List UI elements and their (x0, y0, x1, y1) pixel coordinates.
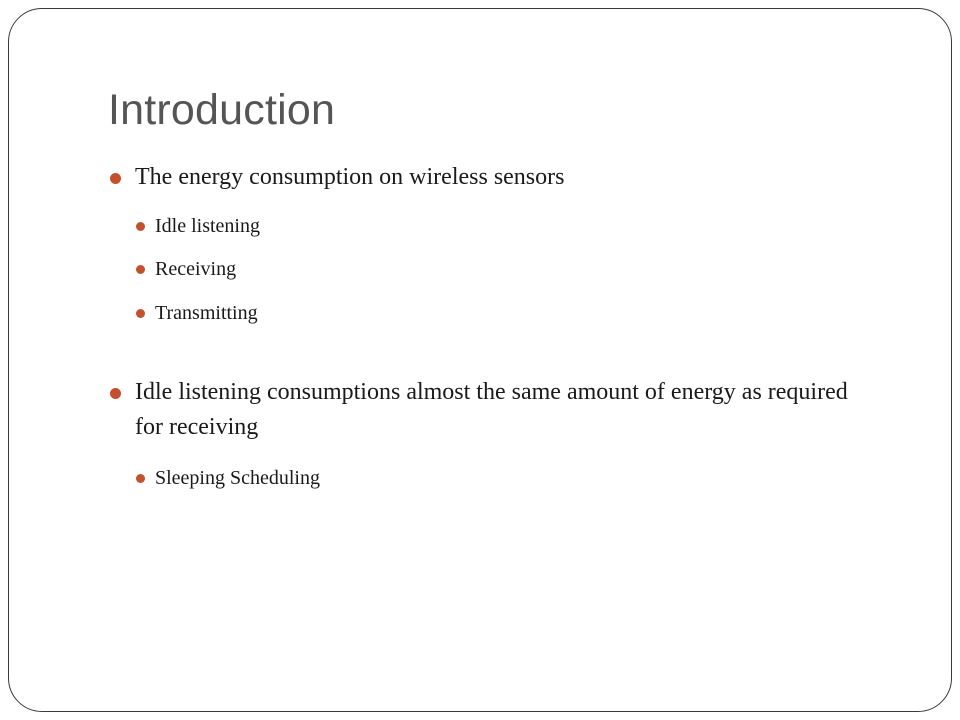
sub-bullet-dot-icon (136, 474, 145, 483)
sub-bullet-text: Sleeping Scheduling (155, 467, 320, 489)
sub-bullet-dot-icon (136, 309, 145, 318)
sub-bullet-dot-icon (136, 265, 145, 274)
slide-title: Introduction (108, 86, 336, 134)
sub-bullet-text: Receiving (155, 258, 237, 280)
bullet-item (108, 375, 848, 445)
sub-bullet-item (108, 213, 848, 239)
bullet-dot-icon (110, 388, 121, 399)
bullet-list (108, 160, 848, 491)
bullet-item (108, 160, 848, 195)
sub-bullet-text: Transmitting (155, 302, 258, 324)
sub-bullet-text: Idle listening (155, 215, 260, 237)
sub-bullet-item (108, 300, 848, 326)
sub-bullet-item (108, 256, 848, 282)
bullet-text: Idle listening consumptions almost the same amount of energy as required for receiving (135, 379, 848, 440)
sub-bullet-item (108, 465, 848, 491)
bullet-text: The energy consumption on wireless sensors (135, 164, 565, 190)
bullet-dot-icon (110, 173, 121, 184)
sub-bullet-dot-icon (136, 222, 145, 231)
